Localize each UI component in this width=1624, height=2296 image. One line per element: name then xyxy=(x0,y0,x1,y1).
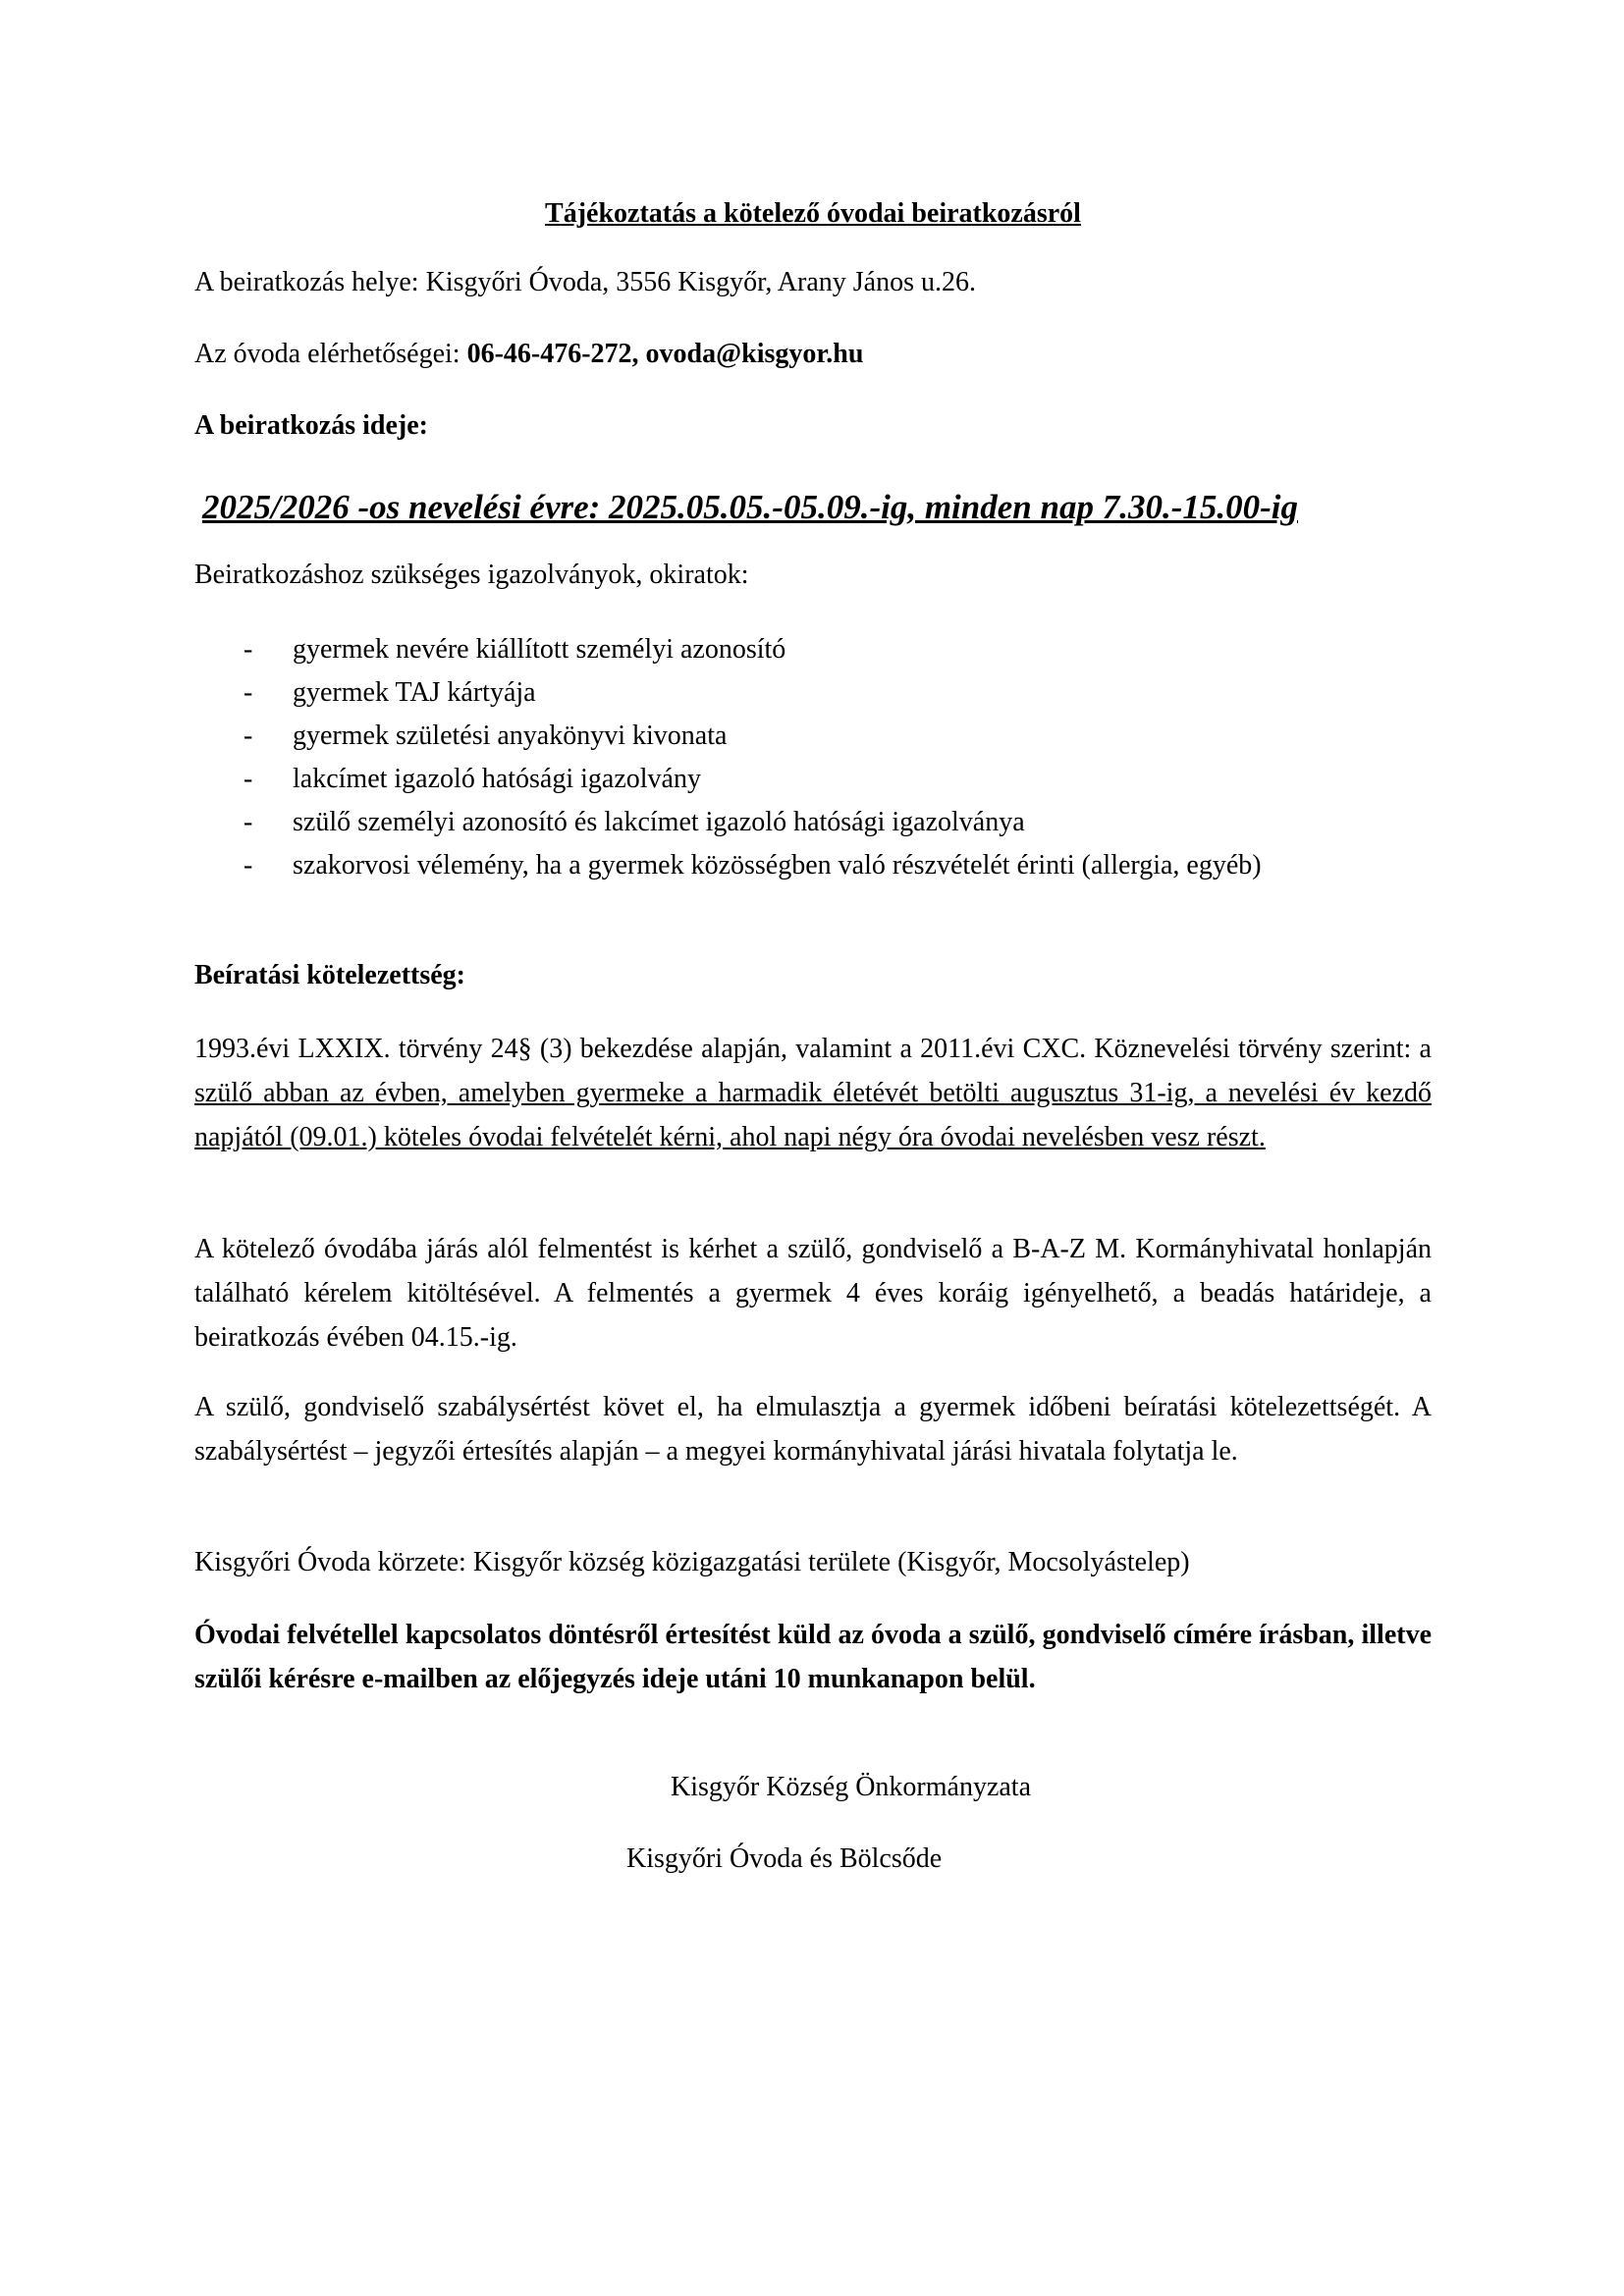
enrollment-location xyxy=(194,265,976,300)
notice-paragraph: Óvodai felvétellel kapcsolatos döntésről értesítést küld az óvoda a szülő, gondviselő címére írásban, illetve szülői kérésre e-mailben az előjegyzés ideje utáni 10 munkanapon belül. xyxy=(194,1620,1432,1694)
list-item-text: gyermek nevére kiállított személyi azonosító xyxy=(293,634,786,665)
list-item xyxy=(194,715,1373,758)
enrollment-location-label: A beiratkozás helye: xyxy=(194,267,426,297)
list-item xyxy=(194,844,1373,887)
dash-bullet-icon: - xyxy=(244,850,253,881)
list-item-text: gyermek születési anyakönyvi kivonata xyxy=(293,721,728,751)
dash-bullet-icon: - xyxy=(244,677,253,708)
kindergarten-contact xyxy=(194,337,863,372)
dash-bullet-icon: - xyxy=(244,807,253,837)
signature-municipality: Kisgyőr Község Önkormányzata xyxy=(671,1772,1032,1802)
obligation-paragraph xyxy=(194,1027,1432,1159)
document-title: Tájékoztatás a kötelező óvodai beiratkozásról xyxy=(545,198,1081,229)
exemption-paragraph: A kötelező óvodába járás alól felmentést is kérhet a szülő, gondviselő a B-A-Z M. Kormányhivatal honlapján található kérelem kitöltésével. A felmentés a gyermek 4 éves koráig igényelhető, a beadás határideje, a beiratkozás évében 04.15.-ig. xyxy=(194,1234,1432,1353)
offence-paragraph: A szülő, gondviselő szabálysértést követ el, ha elmulasztja a gyermek időbeni beíratási kötelezettségét. A szabálysértést – jegyzői értesítés alapján – a megyei kormányhivatal járási hivatala folytatja le. xyxy=(194,1392,1432,1467)
signature-kindergarten: Kisgyőri Óvoda és Bölcsőde xyxy=(626,1843,943,1874)
list-item xyxy=(194,628,1373,671)
list-item-text: gyermek TAJ kártyája xyxy=(293,677,536,708)
list-item xyxy=(194,758,1373,801)
list-item-text: szülő személyi azonosító és lakcímet igazoló hatósági igazolványa xyxy=(293,807,1025,837)
kindergarten-contact-value: 06-46-476-272, ovoda@kisgyor.hu xyxy=(466,339,864,369)
dash-bullet-icon: - xyxy=(244,764,253,794)
obligation-paragraph-text: 1993.évi LXXIX. törvény 24§ (3) bekezdése alapján, valamint a 2011.évi CXC. Köznevelési törvény szerint: a xyxy=(194,1034,1432,1064)
list-item-text: lakcímet igazoló hatósági igazolvány xyxy=(293,764,701,794)
enrollment-schedule: 2025/2026 -os nevelési évre: 2025.05.05.-05.09.-ig, minden nap 7.30.-15.00-ig xyxy=(202,488,1299,526)
obligation-paragraph-underlined: szülő abban az évben, amelyben gyermeke a harmadik életévét betölti augusztus 31-ig, a nevelési év kezdő napjától (09.01.) köteles óvodai felvételét kérni, ahol napi négy óra óvodai nevelésben vesz részt. xyxy=(194,1078,1432,1152)
enrollment-location-value: Kisgyőri Óvoda, 3556 Kisgyőr, Arany János u.26. xyxy=(425,267,976,297)
list-item-text: szakorvosi vélemény, ha a gyermek közösségben való részvételét érinti (allergia, egyéb) xyxy=(293,850,1262,881)
dash-bullet-icon: - xyxy=(244,721,253,751)
list-item xyxy=(194,671,1373,715)
required-documents-heading: Beiratkozáshoz szükséges igazolványok, okiratok: xyxy=(194,560,749,590)
kindergarten-contact-label: Az óvoda elérhetőségei: xyxy=(194,339,467,369)
obligation-heading: Beíratási kötelezettség: xyxy=(194,960,465,990)
enrollment-time-heading: A beiratkozás ideje: xyxy=(194,410,428,441)
district-paragraph: Kisgyőri Óvoda körzete: Kisgyőr község közigazgatási területe (Kisgyőr, Mocsolyástelep) xyxy=(194,1547,1190,1577)
required-documents-list xyxy=(194,628,1373,887)
list-item xyxy=(194,801,1373,844)
dash-bullet-icon: - xyxy=(244,634,253,665)
